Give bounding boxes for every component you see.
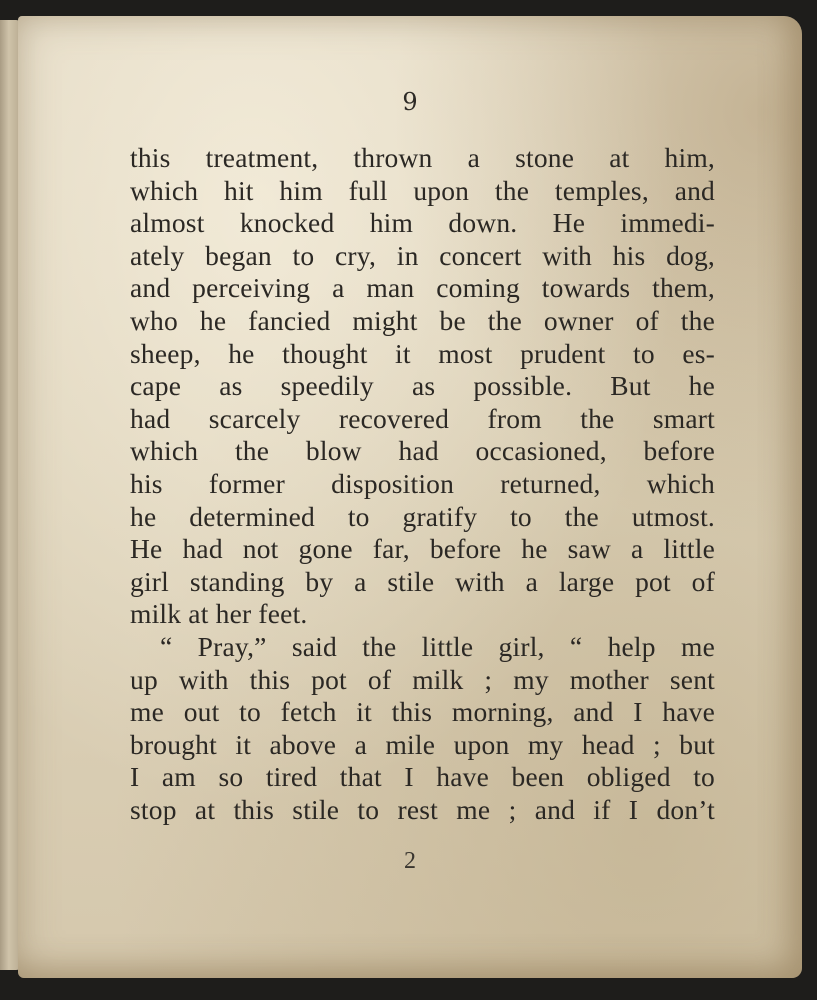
text-line: brought it above a mile upon my head ; but: [130, 728, 715, 760]
text-line: cape as speedily as possible. But he: [130, 370, 715, 402]
text-line: sheep, he thought it most prudent to es-: [130, 337, 715, 369]
body-text: [130, 142, 715, 826]
text-line: which the blow had occasioned, before: [130, 435, 715, 467]
text-line: girl standing by a stile with a large pot of: [130, 565, 715, 597]
text-line: up with this pot of milk ; my mother sent: [130, 663, 715, 695]
text-line: me out to fetch it this morning, and I have: [130, 696, 715, 728]
text-line: his former disposition returned, which: [130, 467, 715, 499]
text-line: I am so tired that I have been obliged to: [130, 761, 715, 793]
text-line: ately began to cry, in concert with his dog,: [130, 239, 715, 271]
page-number: 9: [402, 88, 418, 116]
book-page: [18, 16, 802, 978]
text-line: almost knocked him down. He immedi-: [130, 207, 715, 239]
text-line: which hit him full upon the temples, and: [130, 174, 715, 206]
text-line: milk at her feet.: [130, 598, 308, 630]
text-line: and perceiving a man coming towards them,: [130, 272, 715, 304]
text-line: had scarcely recovered from the smart: [130, 402, 715, 434]
text-line: “ Pray,” said the little girl, “ help me: [160, 630, 715, 662]
signature-mark: 2: [404, 848, 416, 874]
text-line: he determined to gratify to the utmost.: [130, 500, 715, 532]
text-line: who he fancied might be the owner of the: [130, 304, 715, 336]
text-line: stop at this stile to rest me ; and if I don’t: [130, 793, 715, 825]
text-line: this treatment, thrown a stone at him,: [130, 142, 715, 173]
text-line: He had not gone far, before he saw a little: [130, 533, 715, 565]
